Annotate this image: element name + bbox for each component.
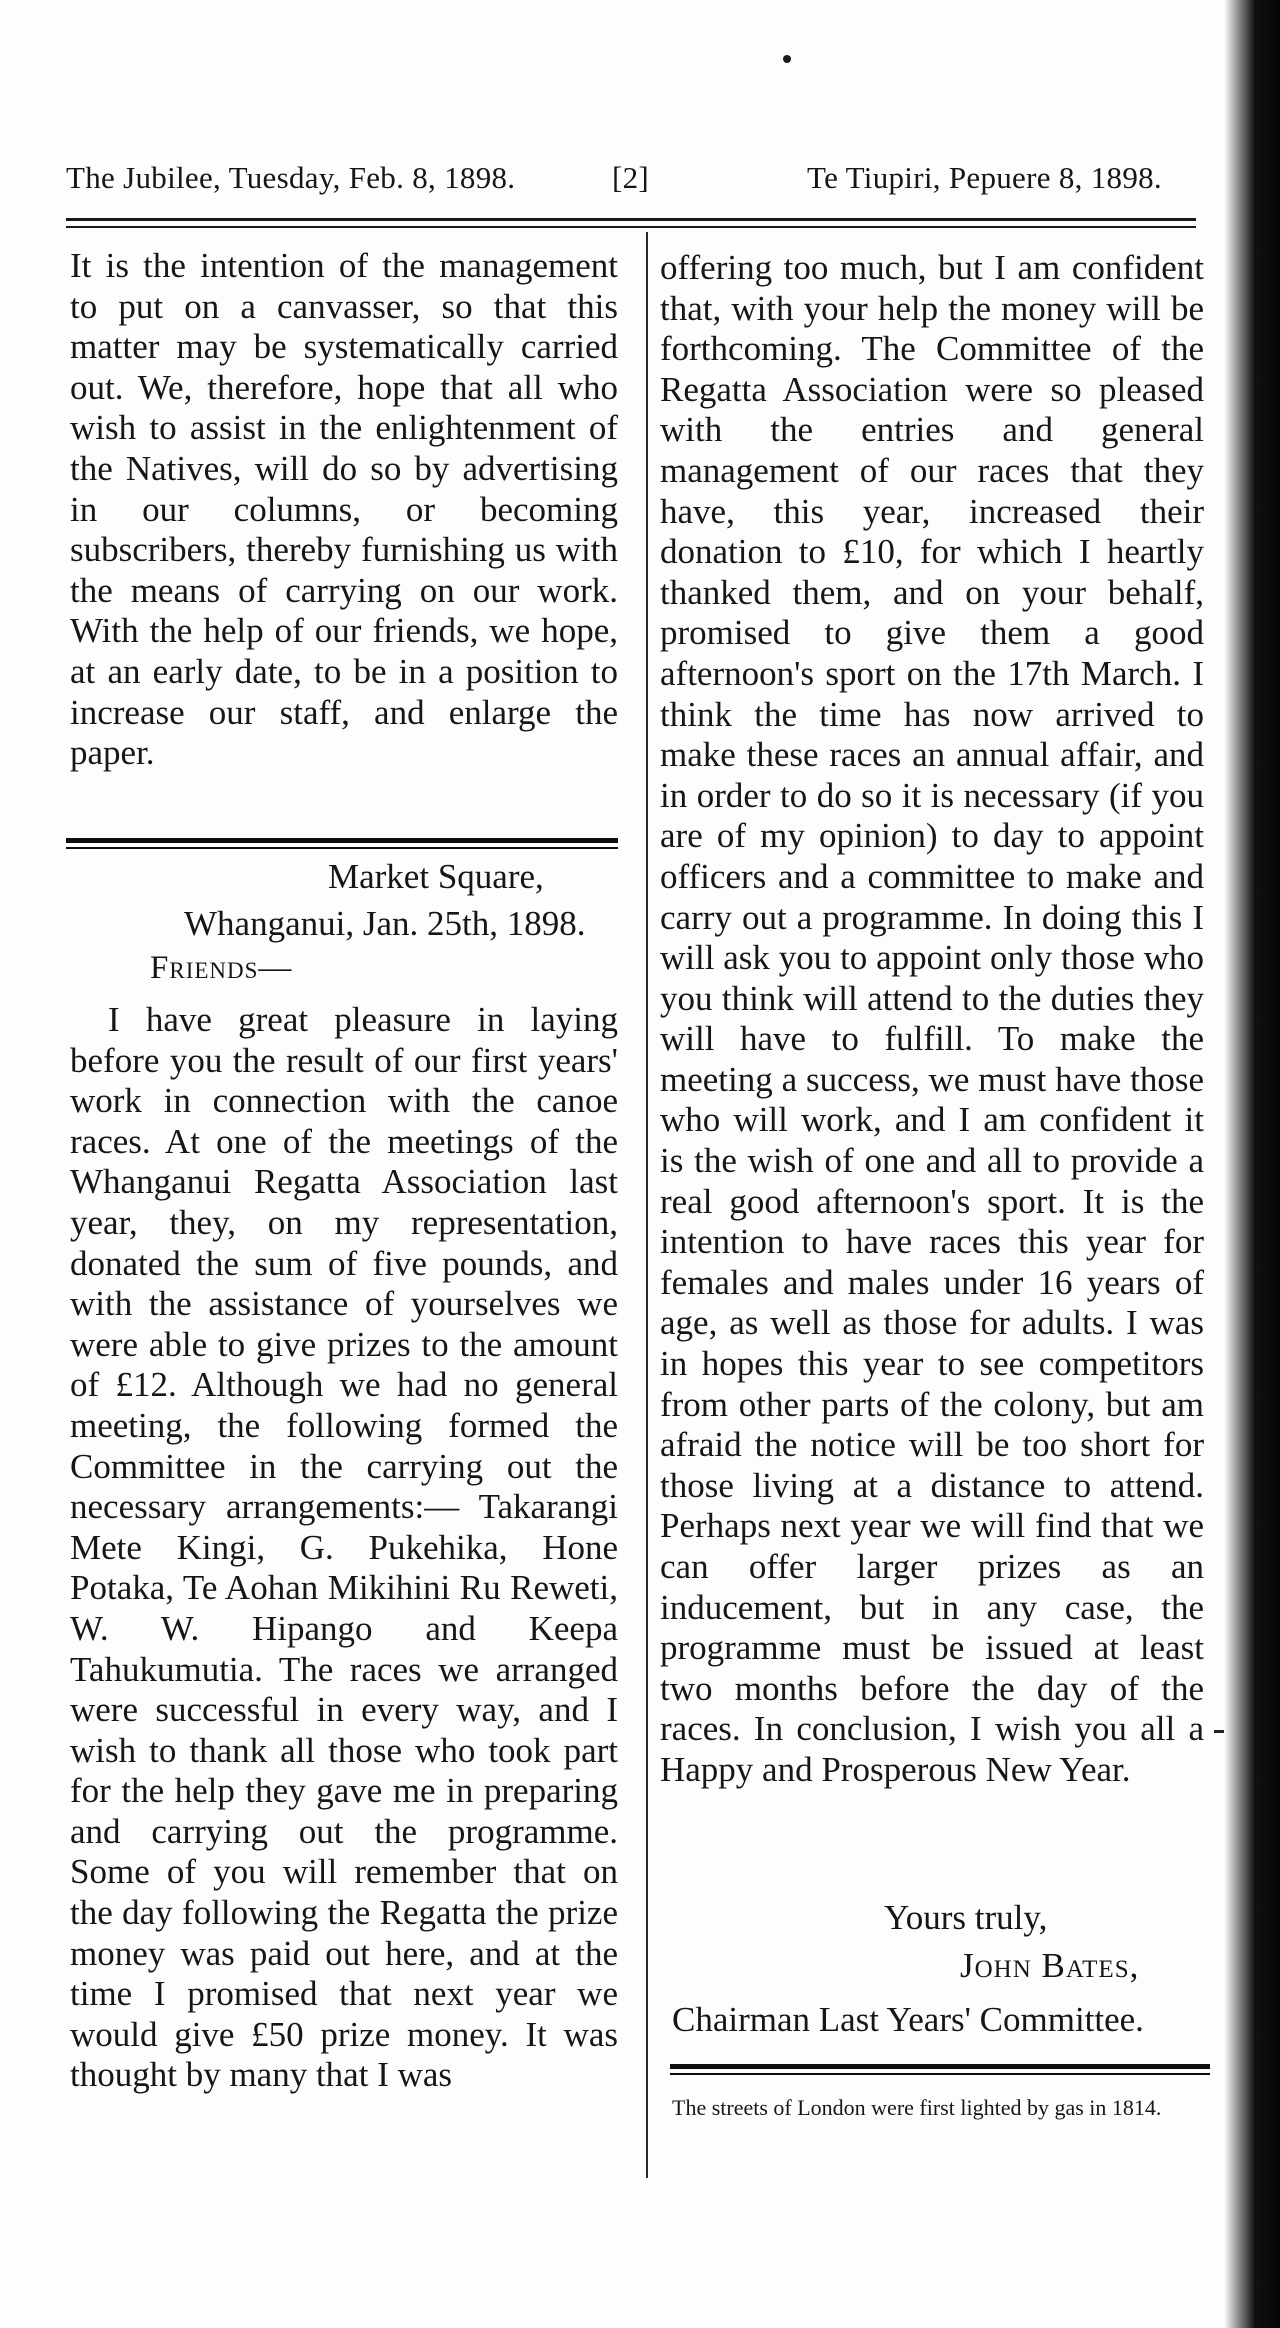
- footnote-rule-thick: [670, 2064, 1210, 2069]
- letter-closing: Yours truly,: [884, 1898, 1048, 1937]
- header-maori-date: Te Tiupiri, Pepuere 8, 1898.: [807, 160, 1162, 195]
- letter-address-line1: Market Square,: [328, 857, 544, 896]
- footnote-text: The streets of London were first lighted by gas in 1814.: [672, 2095, 1162, 2120]
- letter-address-line2: Whanganui, Jan. 25th, 1898.: [184, 904, 586, 943]
- page-header: [66, 160, 1162, 200]
- letter-paragraph: I have great pleasure in laying before you the result of our first years' work in connection with the canoe races. At one of the meetings of the Whanganui Regatta Association last year, they, on my representation, donated the sum of five pounds, and with the assistance of yourselves we were able to give prizes to the amount of £12. Although we had no general meeting, the following formed the Committee in the carrying out the necessary arrangements:— Takarangi Mete Kingi, G. Pukehika, Hone Potaka, Te Aohan Mikihini Ru Reweti, W. W. Hipango and Keepa Tahukumutia. The races we arranged were successful in every way, and I wish to thank all those who took part for the help they gave me in preparing and carrying out the programme. Some of you will remember that on the day following the Regatta the prize money was paid out here, and at the time I promised that next year we would give £50 prize money. It was thought by many that I was: [70, 1000, 618, 2095]
- section-rule-thick: [66, 838, 618, 843]
- header-rule-top: [66, 218, 1196, 221]
- header-english-date: The Jubilee, Tuesday, Feb. 8, 1898.: [66, 160, 516, 195]
- letter-salutation: Friends—: [150, 950, 293, 986]
- letter-continued-paragraph: offering too much, but I am confident that, with your help the money will be forthcoming. The Committee of the Regatta Association were so pleased with the entries and general management of our races that they have, this year, increased their donation to £10, for which I heartly thanked them, and on your behalf, promised to give them a good afternoon's sport on the 17th March. I think the time has now arrived to make these races an annual affair, and in order to do so it is necessary (if you are of my opinion) to day to appoint officers and a committee to make and carry out a programme. In doing this I will ask you to appoint only those who you think will attend to the duties they will have to fulfill. To make the meeting a success, we must have those who will work, and I am confident it is the wish of one and all to provide a real good afternoon's sport. It is the intention to have races this year for females and males under 16 years of age, as well as those for adults. I was in hopes this year to see competitors from other parts of the colony, but am afraid the notice will be too short for those living at a distance to attend. Perhaps next year we will find that we can offer larger prizes as an inducement, but in any case, the programme must be issued at least two months before the day of the races. In conclusion, I wish you all a Happy and Prosperous New Year.: [660, 248, 1204, 1789]
- edge-mark: [1214, 1730, 1224, 1733]
- section-rule-thin: [66, 847, 618, 849]
- right-column-letter: [660, 248, 1204, 1791]
- column-divider: [646, 232, 648, 2178]
- page-number: [2]: [612, 160, 650, 195]
- page-edge-shadow: [1224, 0, 1280, 2328]
- left-column-letter: [70, 1000, 618, 2096]
- footnote-rule-thin: [670, 2073, 1210, 2075]
- letter-signature-title: Chairman Last Years' Committee.: [672, 2000, 1144, 2039]
- left-column-notice: [70, 246, 618, 774]
- ink-speck: [783, 55, 791, 63]
- notice-paragraph: It is the intention of the management to put on a canvasser, so that this matter may be systematically carried out. We, therefore, hope that all who wish to assist in the enlightenment of the Natives, will do so by advertising in our columns, or becoming subscribers, thereby furnishing us with the means of carrying on our work. With the help of our friends, we hope, at an early date, to be in a position to increase our staff, and enlarge the paper.: [70, 246, 618, 773]
- header-rule-bottom: [66, 226, 1196, 228]
- letter-signature: John Bates,: [960, 1946, 1140, 1985]
